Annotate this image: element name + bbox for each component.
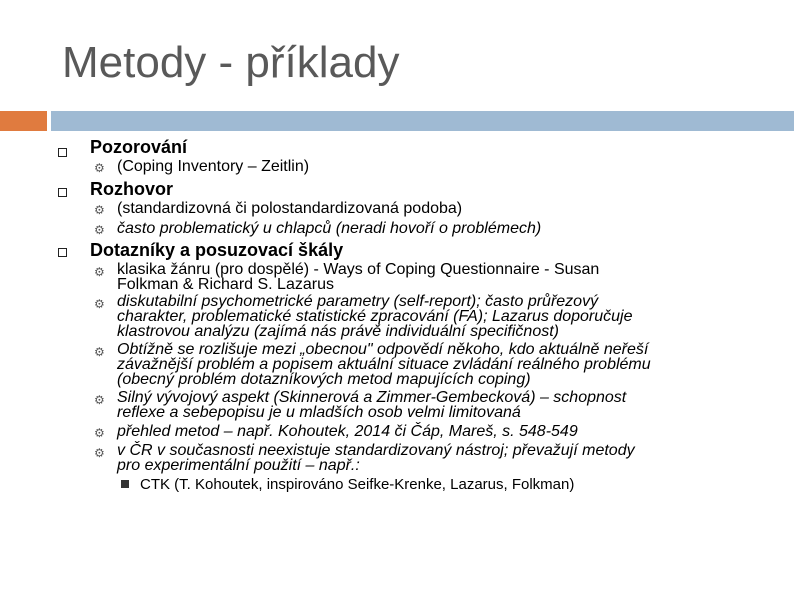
text-line: Silný vývojový aspekt (Skinnerová a Zimmer-Gembecková) – schopnost <box>117 389 627 406</box>
square-bullet-icon <box>58 188 67 197</box>
text-line: klastrovou analýzu (zajímá nás právě individuální specifičnost) <box>117 323 559 340</box>
gear-bullet-icon: ⚙ <box>94 161 105 175</box>
gear-bullet-icon: ⚙ <box>94 426 105 440</box>
gear-bullet-icon: ⚙ <box>94 393 105 407</box>
text-line: diskutabilní psychometrické parametry (self-report); často průřezový <box>117 293 599 310</box>
text-line: charakter, problematické statistické zpracování (FA); Lazarus doporučuje <box>117 308 633 325</box>
sub-bullet-standardizovna: (standardizovná či polostandardizovaná podoba) <box>117 200 463 217</box>
sub-bullet-coping-inventory: (Coping Inventory – Zeitlin) <box>117 158 310 175</box>
accent-bar-orange <box>0 111 47 131</box>
text-line: závažnější problém a popisem aktuální situace zvládání reálného problému <box>117 356 651 373</box>
gear-bullet-icon: ⚙ <box>94 446 105 460</box>
gear-bullet-icon: ⚙ <box>94 297 105 311</box>
sub-bullet-casto-problematicky: často problematický u chlapců (neradi hovoří o problémech) <box>117 220 542 237</box>
filled-square-bullet-icon <box>121 480 129 488</box>
sub-bullet-psychometricke <box>117 294 633 339</box>
text-line: (obecný problém dotazníkových metod mapujících coping) <box>117 371 531 388</box>
bullet-rozhovor: Rozhovor <box>90 179 173 199</box>
sub-bullet-ways-of-coping <box>117 262 599 292</box>
gear-bullet-icon: ⚙ <box>94 345 105 359</box>
square-bullet-icon <box>58 148 67 157</box>
sub-bullet-v-cr <box>117 443 635 473</box>
text-line: pro experimentální použití – např.: <box>117 457 360 474</box>
text-line: Obtížně se rozlišuje mezi „obecnou" odpovědí někoho, kdo aktuálně neřeší <box>117 341 649 358</box>
sub-sub-bullet-ctk: CTK (T. Kohoutek, inspirováno Seifke-Krenke, Lazarus, Folkman) <box>140 476 575 493</box>
gear-bullet-icon: ⚙ <box>94 265 105 279</box>
sub-bullet-prehled-metod: přehled metod – např. Kohoutek, 2014 či Čáp, Mareš, s. 548-549 <box>117 423 578 440</box>
slide-title: Metody - příklady <box>62 38 400 87</box>
bullet-pozorovani: Pozorování <box>90 137 188 157</box>
text-line: Folkman & Richard S. Lazarus <box>117 276 334 293</box>
accent-bar-blue <box>51 111 794 131</box>
gear-bullet-icon: ⚙ <box>94 223 105 237</box>
sub-bullet-obtizne <box>117 342 651 387</box>
sub-bullet-vyvojovy-aspekt <box>117 390 626 420</box>
text-line: klasika žánru (pro dospělé) - Ways of Coping Questionnaire - Susan <box>117 261 600 278</box>
gear-bullet-icon: ⚙ <box>94 203 105 217</box>
bullet-dotazniky: Dotazníky a posuzovací škály <box>90 240 344 260</box>
square-bullet-icon <box>58 248 67 257</box>
text-line: reflexe a sebepopisu je u mladších osob velmi limitovaná <box>117 404 521 421</box>
text-line: v ČR v současnosti neexistuje standardizovaný nástroj; převažují metody <box>117 442 635 459</box>
